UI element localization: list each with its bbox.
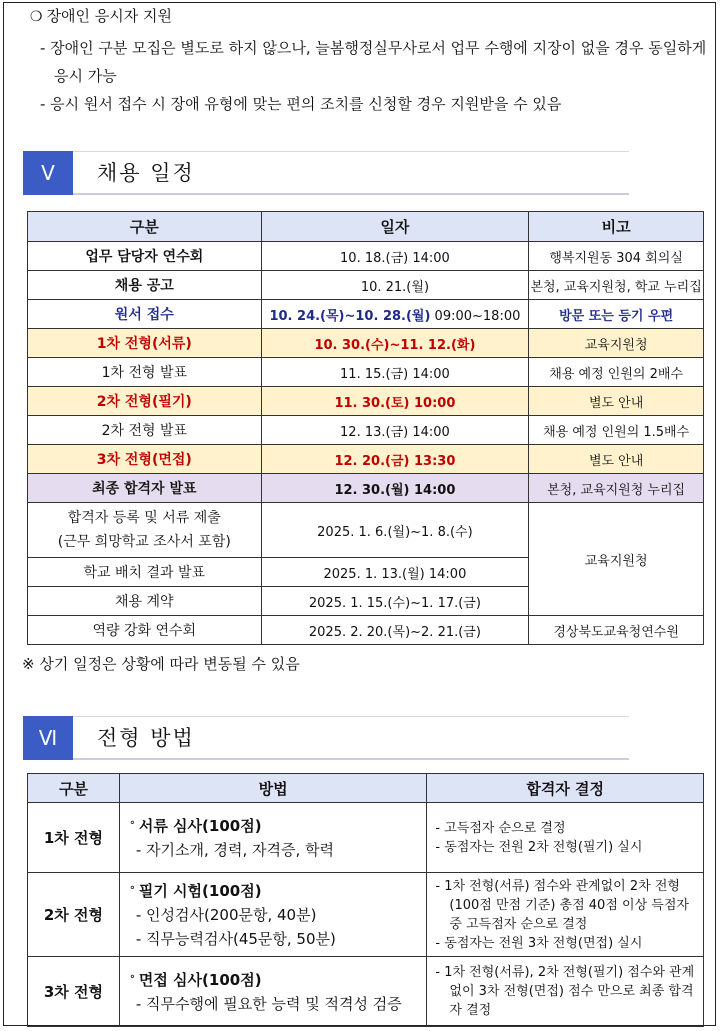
method-title [130, 968, 427, 992]
stage-label: 1차 전형 [28, 803, 120, 873]
date-cell: 12. 20.(금) 13:30 [261, 445, 529, 474]
result-cell [427, 873, 704, 957]
date-cell [261, 300, 529, 329]
category-line: (근무 희망학교 조사서 포함) [57, 534, 231, 550]
category-cell: 3차 전형(면접) [28, 445, 262, 474]
table-row [28, 957, 704, 1027]
date-cell: 2025. 2. 20.(목)~2. 21.(금) [261, 616, 529, 645]
column-header: 방법 [119, 774, 427, 803]
note-cell: 방문 또는 등기 우편 [529, 300, 704, 329]
note-cell: 경상북도교육청연수원 [529, 616, 704, 645]
category-line: 합격자 등록 및 서류 제출 [67, 510, 221, 526]
note-cell: 교육지원청 [529, 503, 704, 616]
ring-bullet-icon: ° [129, 973, 135, 985]
date-cell: 2025. 1. 6.(월)~1. 8.(수) [261, 503, 529, 558]
ring-bullet-icon: ° [129, 884, 135, 896]
date-cell: 12. 30.(월) 14:00 [261, 474, 529, 503]
date-cell: 10. 21.(월) [261, 271, 529, 300]
method-title-text: 면접 심사(100점) [138, 970, 262, 989]
stage-label: 3차 전형 [28, 957, 120, 1027]
note-cell: 교육지원청 [529, 329, 704, 358]
category-cell: 채용 계약 [28, 587, 262, 616]
column-header: 일자 [261, 212, 529, 242]
date-cell: 2025. 1. 15.(수)~1. 17.(금) [261, 587, 529, 616]
result-item: - 1차 전형(서류) 점수와 관계없이 2차 전형 (100점 만점 기준) 총점 40점 이상 득점자 중 고득점자 순으로 결정 [435, 878, 689, 932]
note-cell: 행복지원동 304 회의실 [529, 242, 704, 271]
intro-bullet [30, 4, 710, 28]
result-item: - 1차 전형(서류), 2차 전형(필기) 점수와 관계 없이 3차 전형(면접) 점수 만으로 최종 합격자 결정 [435, 965, 695, 1018]
category-cell: 최종 합격자 발표 [28, 474, 262, 503]
table-row [28, 300, 704, 329]
column-header: 비고 [529, 212, 704, 242]
intro-item: - 응시 원서 접수 시 장애 유형에 맞는 편의 조치를 신청할 경우 지원받을 수 있음 [40, 95, 562, 113]
category-cell: 학교 배치 결과 발표 [28, 558, 262, 587]
method-cell [119, 873, 427, 957]
result-item: - 동점자는 전원 3차 전형(면접) 실시 [435, 935, 643, 951]
section-number: Ⅵ [23, 716, 73, 760]
date-cell: 10. 30.(수)~11. 12.(화) [261, 329, 529, 358]
method-item: - 인성검사(200문항, 40분) [135, 905, 317, 924]
table-row [28, 271, 704, 300]
column-header: 구분 [28, 774, 120, 803]
table-row [28, 873, 704, 957]
method-title [130, 879, 427, 903]
category-cell: 2차 전형(필기) [28, 387, 262, 416]
divider [73, 758, 629, 760]
table-row [28, 803, 704, 873]
hollow-circle-icon: ❍ [30, 9, 43, 25]
result-cell [427, 957, 704, 1027]
table-row [28, 387, 704, 416]
method-table [27, 773, 704, 1027]
stage-label: 2차 전형 [28, 873, 120, 957]
category-cell: 1차 전형(서류) [28, 329, 262, 358]
category-cell: 역량 강화 연수회 [28, 616, 262, 645]
date-cell: 11. 30.(토) 10:00 [261, 387, 529, 416]
method-item: - 직무수행에 필요한 능력 및 적격성 검증 [135, 994, 402, 1013]
time-range: 09:00~18:00 [430, 308, 521, 324]
divider [73, 193, 629, 195]
table-row [28, 503, 704, 558]
date-range: 10. 24.(목)~10. 28.(월) [269, 308, 431, 324]
column-header: 구분 [28, 212, 262, 242]
schedule-table [27, 211, 704, 645]
ring-bullet-icon: ° [129, 819, 135, 831]
date-cell: 11. 15.(금) 14:00 [261, 358, 529, 387]
method-title-text: 서류 심사(100점) [138, 816, 262, 835]
method-title-text: 필기 시험(100점) [138, 881, 262, 900]
date-cell: 12. 13.(금) 14:00 [261, 416, 529, 445]
section-number: Ⅴ [23, 151, 73, 195]
intro-bullet-text: 장애인 응시자 지원 [46, 7, 173, 25]
method-item: - 직무능력검사(45문항, 50분) [135, 929, 336, 948]
schedule-note: ※ 상기 일정은 상황에 따라 변동될 수 있음 [22, 655, 300, 673]
note-cell: 채용 예정 인원의 2배수 [529, 358, 704, 387]
table-row [28, 329, 704, 358]
category-cell [28, 503, 262, 558]
section-header-method [23, 716, 629, 760]
result-item: - 고득점자 순으로 결정 [435, 820, 566, 836]
section-title: 채용 일정 [97, 161, 195, 185]
category-cell: 원서 접수 [28, 300, 262, 329]
method-item: - 자기소개, 경력, 자격증, 학력 [135, 840, 335, 859]
result-cell [427, 803, 704, 873]
table-row [28, 242, 704, 271]
note-cell: 별도 안내 [529, 445, 704, 474]
method-cell [119, 803, 427, 873]
table-row [28, 474, 704, 503]
table-header-row [28, 212, 704, 242]
column-header: 합격자 결정 [427, 774, 704, 803]
note-cell: 별도 안내 [529, 387, 704, 416]
result-item: - 동점자는 전원 2차 전형(필기) 실시 [435, 839, 643, 855]
date-cell: 2025. 1. 13.(월) 14:00 [261, 558, 529, 587]
note-cell: 본청, 교육지원청, 학교 누리집 [529, 271, 704, 300]
table-row [28, 416, 704, 445]
table-row [28, 616, 704, 645]
intro-item: - 장애인 구분 모집은 별도로 하지 않으나, 늘봄행정실무사로서 업무 수행에 지장이 없을 경우 동일하게 응시 가능 [40, 39, 707, 85]
category-cell: 업무 담당자 연수회 [28, 242, 262, 271]
section-title: 전형 방법 [97, 726, 195, 750]
note-cell: 본청, 교육지원청 누리집 [529, 474, 704, 503]
category-cell: 1차 전형 발표 [28, 358, 262, 387]
table-header-row [28, 774, 704, 803]
category-cell: 채용 공고 [28, 271, 262, 300]
category-cell: 2차 전형 발표 [28, 416, 262, 445]
section-header-schedule [23, 151, 629, 195]
table-row [28, 445, 704, 474]
method-title [130, 814, 427, 838]
note-cell: 채용 예정 인원의 1.5배수 [529, 416, 704, 445]
date-cell: 10. 18.(금) 14:00 [261, 242, 529, 271]
table-row [28, 358, 704, 387]
method-cell [119, 957, 427, 1027]
intro-section [30, 4, 710, 118]
